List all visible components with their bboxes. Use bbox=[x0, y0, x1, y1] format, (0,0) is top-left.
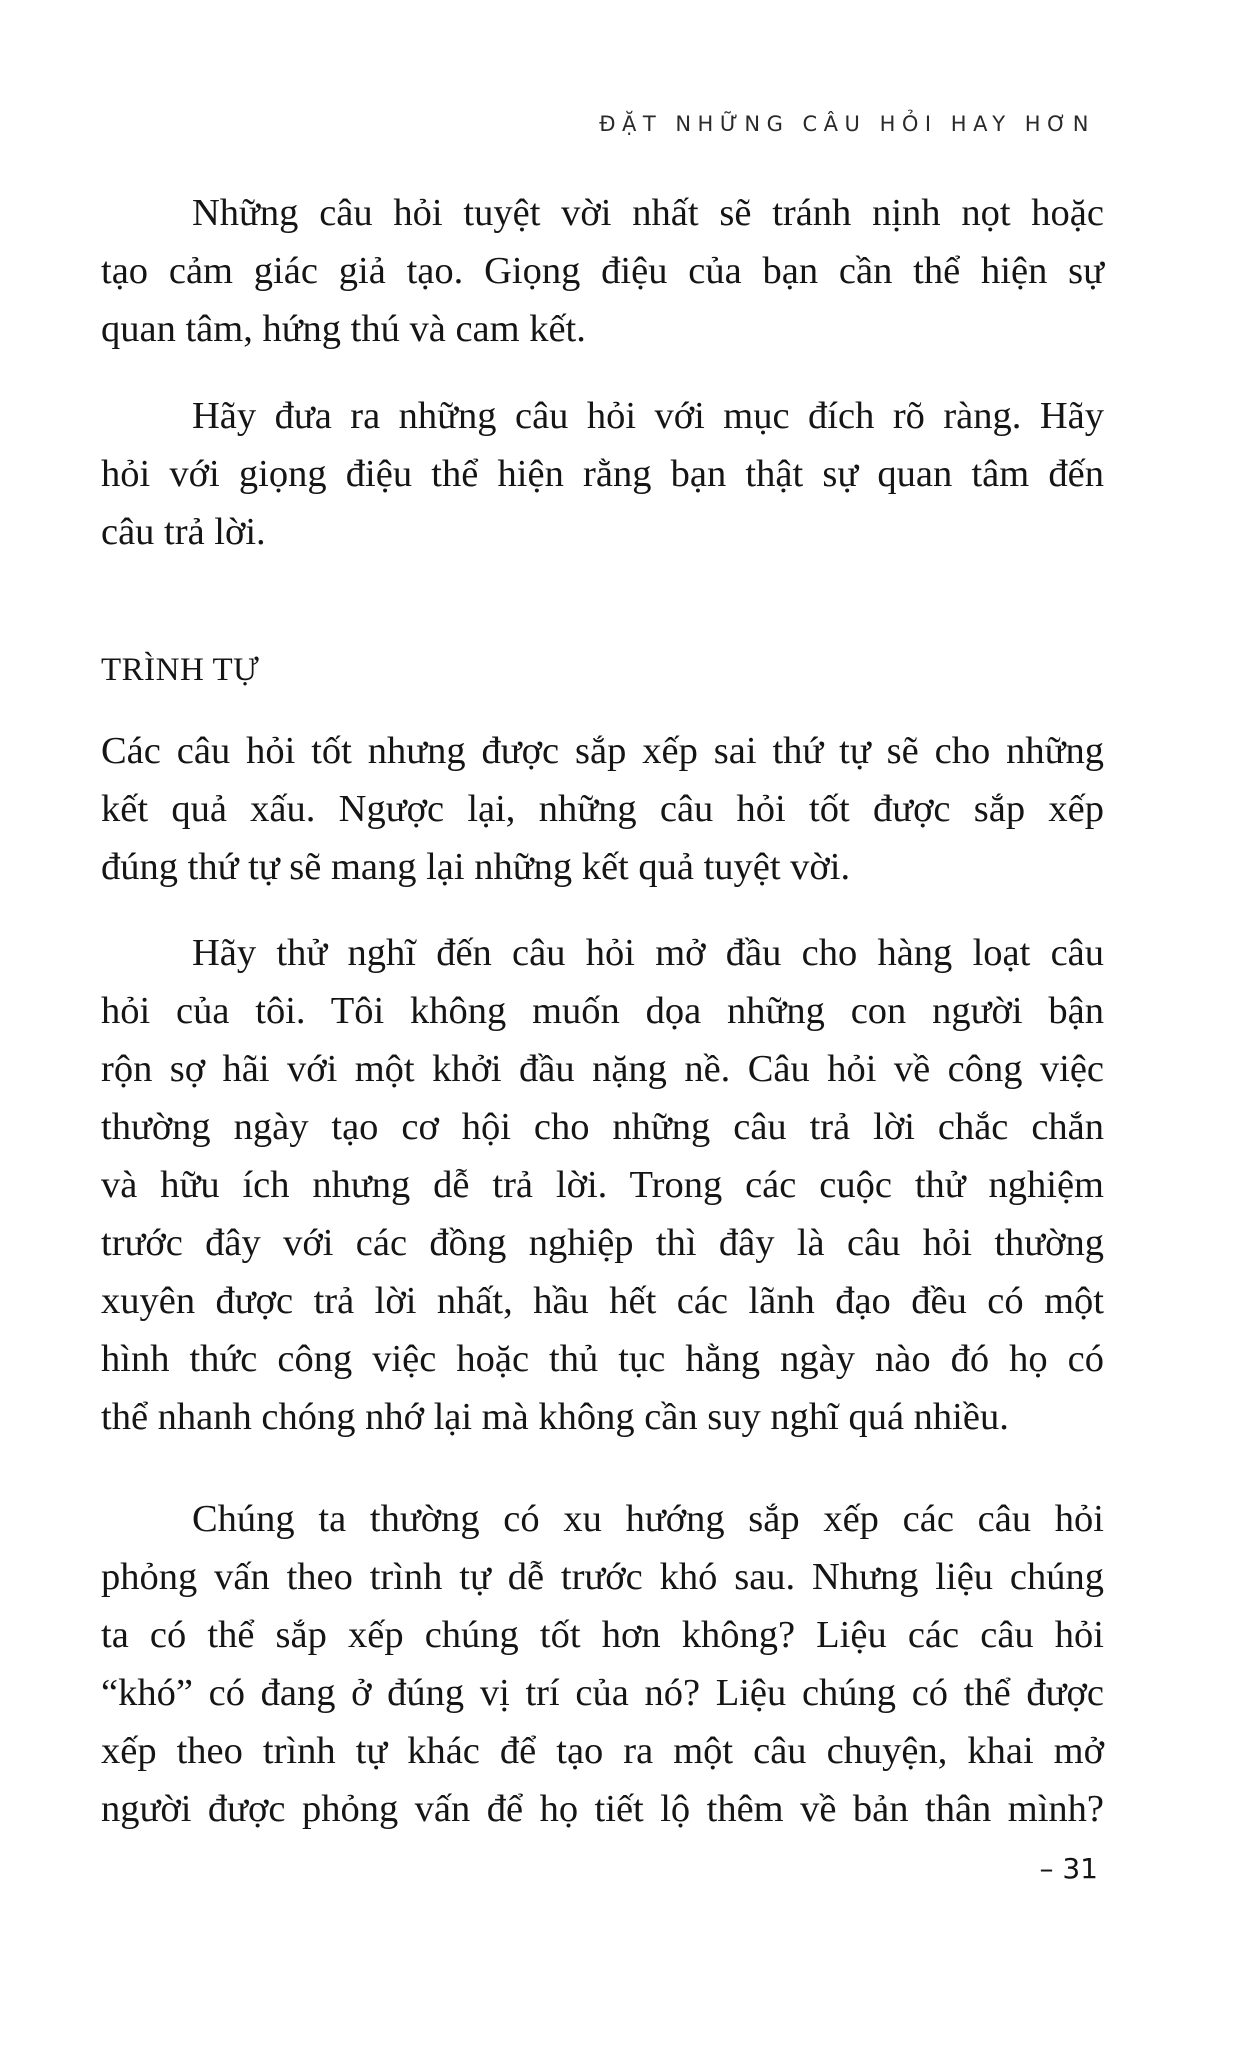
text-line: hỏi với giọng điệu thể hiện rằng bạn thật sự quan tâm đến bbox=[101, 453, 1104, 495]
text-line: xuyên được trả lời nhất, hầu hết các lãnh đạo đều có một bbox=[101, 1280, 1104, 1322]
text-line: trước đây với các đồng nghiệp thì đây là câu hỏi thường bbox=[101, 1222, 1104, 1264]
text-line: Các câu hỏi tốt nhưng được sắp xếp sai thứ tự sẽ cho những bbox=[101, 730, 1104, 772]
text-line: kết quả xấu. Ngược lại, những câu hỏi tốt được sắp xếp bbox=[101, 788, 1104, 830]
text-line: câu trả lời. bbox=[101, 511, 266, 553]
text-line: quan tâm, hứng thú và cam kết. bbox=[101, 308, 586, 350]
running-header: ĐẶT NHỮNG CÂU HỎI HAY HƠN bbox=[599, 112, 1095, 136]
text-line: và hữu ích nhưng dễ trả lời. Trong các cuộc thử nghiệm bbox=[101, 1164, 1104, 1206]
text-line: Hãy đưa ra những câu hỏi với mục đích rõ ràng. Hãy bbox=[192, 395, 1104, 437]
text-line: hỏi của tôi. Tôi không muốn dọa những con người bận bbox=[101, 990, 1104, 1032]
paragraph-3 bbox=[101, 722, 1104, 896]
text-line: thường ngày tạo cơ hội cho những câu trả lời chắc chắn bbox=[101, 1106, 1104, 1148]
text-line: rộn sợ hãi với một khởi đầu nặng nề. Câu hỏi về công việc bbox=[101, 1048, 1104, 1090]
text-line: tạo cảm giác giả tạo. Giọng điệu của bạn cần thể hiện sự bbox=[101, 250, 1104, 292]
paragraph-4 bbox=[101, 924, 1104, 1446]
text-line: Những câu hỏi tuyệt vời nhất sẽ tránh nịnh nọt hoặc bbox=[192, 192, 1104, 234]
paragraph-1 bbox=[101, 184, 1104, 358]
text-line: đúng thứ tự sẽ mang lại những kết quả tuyệt vời. bbox=[101, 846, 851, 888]
page-number: – 31 bbox=[1039, 1852, 1098, 1885]
text-line: Hãy thử nghĩ đến câu hỏi mở đầu cho hàng loạt câu bbox=[192, 932, 1104, 974]
text-line: thể nhanh chóng nhớ lại mà không cần suy nghĩ quá nhiều. bbox=[101, 1396, 1009, 1438]
text-line: Chúng ta thường có xu hướng sắp xếp các câu hỏi bbox=[192, 1498, 1104, 1540]
section-heading: TRÌNH TỰ bbox=[101, 652, 260, 688]
text-line: ta có thể sắp xếp chúng tốt hơn không? Liệu các câu hỏi bbox=[101, 1614, 1104, 1656]
text-line: người được phỏng vấn để họ tiết lộ thêm về bản thân mình? bbox=[101, 1788, 1104, 1830]
text-line: hình thức công việc hoặc thủ tục hằng ngày nào đó họ có bbox=[101, 1338, 1104, 1380]
text-line: phỏng vấn theo trình tự dễ trước khó sau. Nhưng liệu chúng bbox=[101, 1556, 1104, 1598]
text-line: xếp theo trình tự khác để tạo ra một câu chuyện, khai mở bbox=[101, 1730, 1104, 1772]
paragraph-5 bbox=[101, 1490, 1104, 1838]
text-line: “khó” có đang ở đúng vị trí của nó? Liệu chúng có thể được bbox=[101, 1672, 1104, 1714]
paragraph-2 bbox=[101, 387, 1104, 561]
